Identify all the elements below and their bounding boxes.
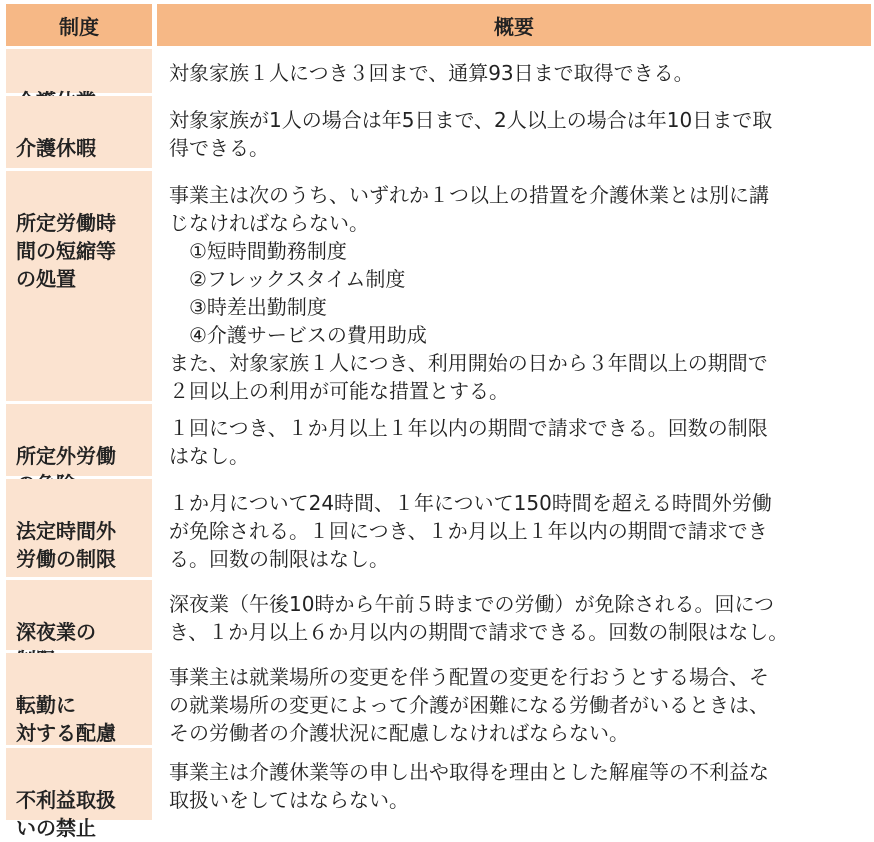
row-line: １回につき、１か月以上１年以内の期間で請求できる。回数の制限	[169, 416, 768, 440]
header-system	[6, 4, 152, 46]
row-line: ④介護サービスの費用助成	[169, 323, 427, 347]
row-label-overtime-exemption	[6, 404, 152, 476]
row-label-text: 所定外労働	[16, 444, 116, 468]
row-line: 事業主は就業場所の変更を伴う配置の変更を行おうとする場合、そ	[169, 665, 769, 689]
row-label-transfer-consideration	[6, 653, 152, 745]
row-line: じなければならない。	[169, 211, 369, 235]
row-line: 事業主は次のうち、いずれか１つ以上の措置を介護休業とは別に講	[169, 183, 769, 207]
row-label-care-holiday	[6, 96, 152, 168]
row-label-text: 介護休暇	[16, 136, 96, 160]
row-line: 深夜業（午後10時から午前５時までの労働）が免除される。回につ	[169, 592, 775, 616]
row-label-shortened-hours	[6, 171, 152, 401]
row-line: 対象家族が1人の場合は年5日まで、2人以上の場合は年10日まで取	[169, 108, 773, 132]
row-body-overtime-limit	[157, 479, 871, 577]
header-overview-label: 概要	[494, 14, 534, 39]
row-label-text: 不利益取扱 いの禁止	[16, 788, 116, 840]
row-body-transfer-consideration	[157, 653, 871, 745]
row-label-night-work-limit	[6, 580, 152, 650]
header-system-label: 制度	[59, 14, 99, 39]
row-line: き、１か月以上６か月以内の期間で請求できる。回数の制限はなし。	[169, 620, 789, 644]
row-body-care-holiday	[157, 96, 871, 168]
row-line: 対象家族１人につき３回まで、通算93日まで取得できる。	[169, 61, 694, 85]
row-label-care-leave	[6, 49, 152, 93]
row-label-text: 転勤に 対する配慮	[16, 693, 116, 745]
row-line: が免除される。１回につき、１か月以上１年以内の期間で請求でき	[169, 519, 768, 543]
row-body-care-leave	[157, 49, 871, 93]
row-label-text: 法定時間外 労働の制限	[16, 519, 116, 571]
row-line: また、対象家族１人につき、利用開始の日から３年間以上の期間で	[169, 351, 768, 375]
row-line: ２回以上の利用が可能な措置とする。	[169, 379, 509, 403]
row-label-text: 所定労働時 間の短縮等 の処置	[16, 211, 116, 291]
row-label-text: 深夜業の	[16, 620, 96, 644]
row-line: 得できる。	[169, 136, 269, 160]
row-line: 事業主は介護休業等の申し出や取得を理由とした解雇等の不利益な	[169, 760, 769, 784]
row-line: その労働者の介護状況に配慮しなければならない。	[169, 721, 629, 745]
row-body-disadvantage-prohibition	[157, 748, 871, 820]
row-line: ③時差出勤制度	[169, 295, 327, 319]
header-overview	[157, 4, 871, 46]
row-body-night-work-limit	[157, 580, 871, 650]
row-line: 取扱いをしてはならない。	[169, 788, 409, 812]
row-line: の就業場所の変更によって介護が困難になる労働者がいるときは、	[169, 693, 769, 717]
row-line: １か月について24時間、１年について150時間を超える時間外労働	[169, 491, 772, 515]
row-label-disadvantage-prohibition	[6, 748, 152, 840]
row-body-overtime-exemption	[157, 404, 871, 476]
row-body-shortened-hours	[157, 171, 871, 401]
row-line: ②フレックスタイム制度	[169, 267, 406, 291]
row-line: ①短時間勤務制度	[169, 239, 347, 263]
row-label-overtime-limit	[6, 479, 152, 577]
row-line: はなし。	[169, 444, 249, 468]
row-line: る。回数の制限はなし。	[169, 547, 389, 571]
